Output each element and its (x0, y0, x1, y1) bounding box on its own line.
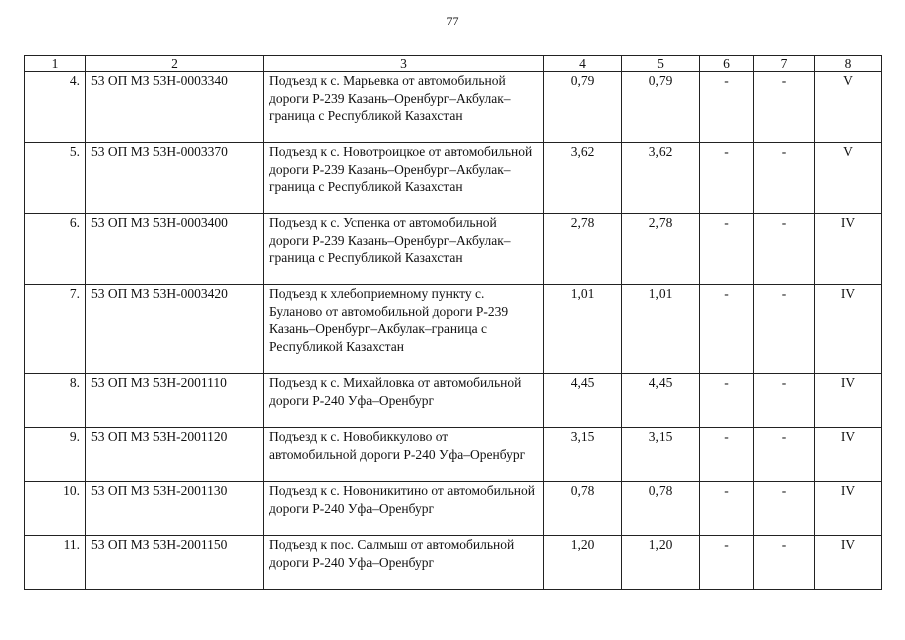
row-number: 10. (25, 482, 86, 536)
length-col5: 0,79 (622, 72, 700, 143)
col-header-8: 8 (815, 56, 882, 72)
col-header-1: 1 (25, 56, 86, 72)
value-col7: - (754, 482, 815, 536)
value-col7: - (754, 143, 815, 214)
row-number: 4. (25, 72, 86, 143)
roads-table (24, 55, 882, 590)
road-id: 53 ОП МЗ 53Н-2001110 (86, 374, 264, 428)
length-col5: 1,20 (622, 536, 700, 590)
road-name: Подъезд к с. Новотроицкое от автомобильной дороги Р-239 Казань–Оренбург–Акбулак–граница с Республикой Казахстан (264, 143, 544, 214)
category: IV (815, 285, 882, 374)
category: IV (815, 374, 882, 428)
row-number: 9. (25, 428, 86, 482)
length-col4: 3,15 (544, 428, 622, 482)
length-col4: 1,20 (544, 536, 622, 590)
value-col6: - (700, 214, 754, 285)
table-row (25, 374, 882, 428)
value-col6: - (700, 285, 754, 374)
length-col4: 0,79 (544, 72, 622, 143)
road-id: 53 ОП МЗ 53Н-0003340 (86, 72, 264, 143)
category: V (815, 143, 882, 214)
length-col5: 4,45 (622, 374, 700, 428)
value-col6: - (700, 482, 754, 536)
road-id: 53 ОП МЗ 53Н-0003420 (86, 285, 264, 374)
value-col6: - (700, 536, 754, 590)
row-number: 5. (25, 143, 86, 214)
row-number: 7. (25, 285, 86, 374)
length-col5: 3,62 (622, 143, 700, 214)
col-header-2: 2 (86, 56, 264, 72)
value-col6: - (700, 72, 754, 143)
value-col7: - (754, 536, 815, 590)
road-name: Подъезд к с. Михайловка от автомобильной дороги Р-240 Уфа–Оренбург (264, 374, 544, 428)
category: IV (815, 214, 882, 285)
length-col5: 3,15 (622, 428, 700, 482)
road-id: 53 ОП МЗ 53Н-2001120 (86, 428, 264, 482)
road-id: 53 ОП МЗ 53Н-0003370 (86, 143, 264, 214)
col-header-5: 5 (622, 56, 700, 72)
length-col5: 2,78 (622, 214, 700, 285)
length-col5: 1,01 (622, 285, 700, 374)
value-col7: - (754, 214, 815, 285)
col-header-6: 6 (700, 56, 754, 72)
value-col6: - (700, 374, 754, 428)
length-col4: 2,78 (544, 214, 622, 285)
length-col4: 4,45 (544, 374, 622, 428)
road-name: Подъезд к с. Марьевка от автомобильной дороги Р-239 Казань–Оренбург–Акбулак–граница с Республикой Казахстан (264, 72, 544, 143)
value-col7: - (754, 285, 815, 374)
table-row (25, 72, 882, 143)
value-col6: - (700, 428, 754, 482)
value-col7: - (754, 72, 815, 143)
value-col7: - (754, 428, 815, 482)
col-header-7: 7 (754, 56, 815, 72)
road-id: 53 ОП МЗ 53Н-2001150 (86, 536, 264, 590)
value-col7: - (754, 374, 815, 428)
table-row (25, 285, 882, 374)
category: IV (815, 482, 882, 536)
page-number: 77 (446, 14, 459, 28)
road-name: Подъезд к с. Новоникитино от автомобильной дороги Р-240 Уфа–Оренбург (264, 482, 544, 536)
category: V (815, 72, 882, 143)
table-row (25, 143, 882, 214)
road-name: Подъезд к хлебоприемному пункту с. Буланово от автомобильной дороги Р-239 Казань–Оренбург–Акбулак–граница с Республикой Казахстан (264, 285, 544, 374)
category: IV (815, 536, 882, 590)
col-header-3: 3 (264, 56, 544, 72)
length-col5: 0,78 (622, 482, 700, 536)
table-row (25, 482, 882, 536)
row-number: 8. (25, 374, 86, 428)
road-id: 53 ОП МЗ 53Н-2001130 (86, 482, 264, 536)
road-id: 53 ОП МЗ 53Н-0003400 (86, 214, 264, 285)
length-col4: 3,62 (544, 143, 622, 214)
road-name: Подъезд к с. Успенка от автомобильной дороги Р-239 Казань–Оренбург–Акбулак–граница с Республикой Казахстан (264, 214, 544, 285)
table-row (25, 536, 882, 590)
table-row (25, 214, 882, 285)
length-col4: 1,01 (544, 285, 622, 374)
category: IV (815, 428, 882, 482)
table-row (25, 428, 882, 482)
row-number: 6. (25, 214, 86, 285)
value-col6: - (700, 143, 754, 214)
row-number: 11. (25, 536, 86, 590)
road-name: Подъезд к с. Новобиккулово от автомобильной дороги Р-240 Уфа–Оренбург (264, 428, 544, 482)
col-header-4: 4 (544, 56, 622, 72)
header-row (25, 56, 882, 72)
road-name: Подъезд к пос. Салмыш от автомобильной дороги Р-240 Уфа–Оренбург (264, 536, 544, 590)
length-col4: 0,78 (544, 482, 622, 536)
